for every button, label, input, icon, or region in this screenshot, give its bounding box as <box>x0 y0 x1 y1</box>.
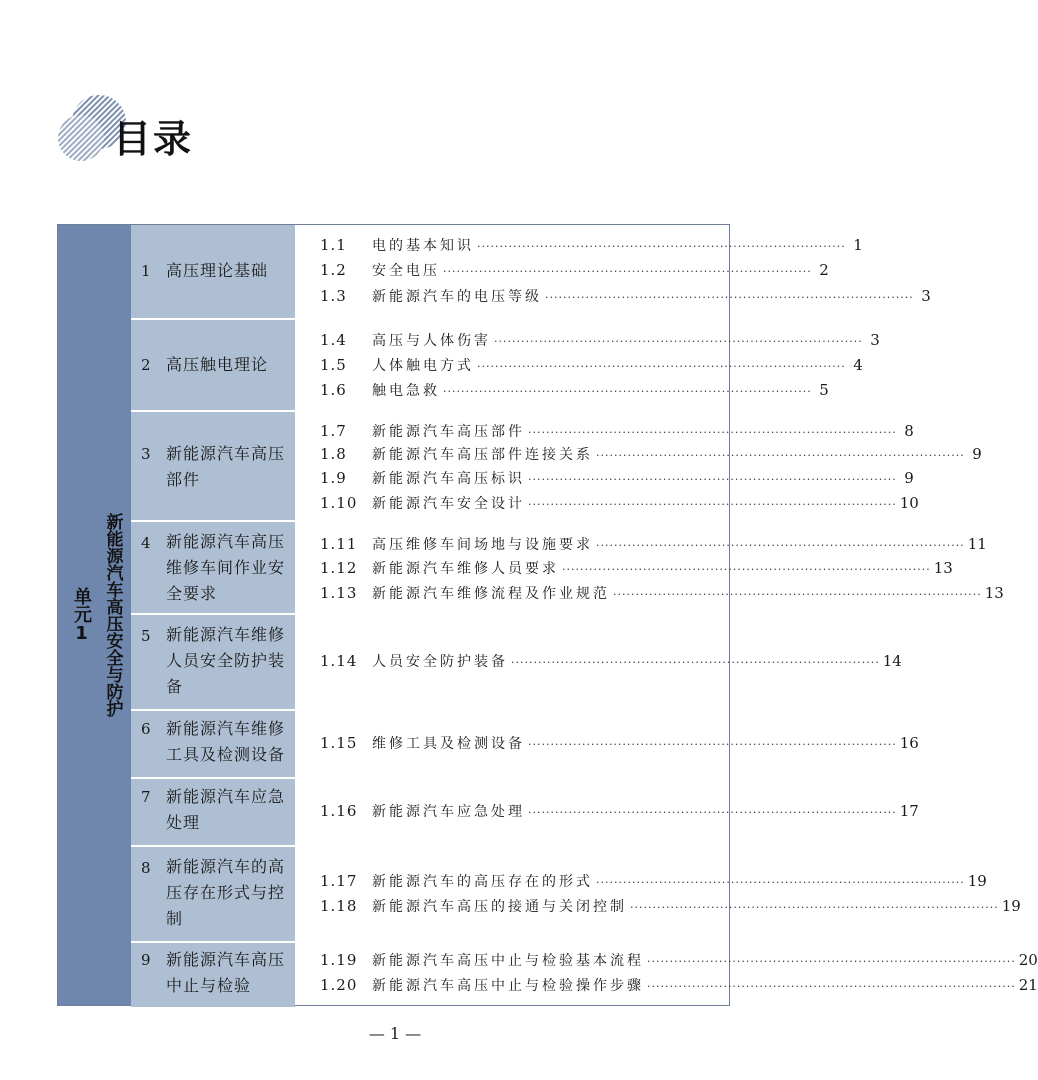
entry-number: 1.13 <box>320 584 358 602</box>
chapter-row[interactable] <box>131 779 295 847</box>
chapter-title: 高压触电理论 <box>166 355 269 374</box>
dot-leader: ·················································································· <box>443 385 812 398</box>
entry-page: 4 <box>853 356 863 374</box>
chapter-number: 7 <box>141 788 151 806</box>
entry-page: 3 <box>921 287 931 305</box>
chapter-row[interactable] <box>131 522 295 615</box>
entry-title: 新能源汽车应急处理 <box>372 804 525 820</box>
entry-number: 1.17 <box>320 872 358 890</box>
chapter-number: 2 <box>141 356 151 374</box>
entry-page: 13 <box>933 559 953 577</box>
dot-leader: ·················································································· <box>477 360 846 373</box>
entry-number: 1.16 <box>320 802 358 820</box>
entry-number: 1.12 <box>320 559 358 577</box>
chapter-title: 新能源汽车的高压存在形式与控制 <box>166 857 286 928</box>
dot-leader: ·················································································· <box>528 426 897 439</box>
toc-entry[interactable] <box>320 733 919 757</box>
chapter-title: 新能源汽车应急处理 <box>166 787 286 832</box>
toc-entry[interactable] <box>320 651 902 675</box>
entry-title: 新能源汽车高压部件 <box>372 424 525 440</box>
entry-page: 8 <box>904 422 914 440</box>
entry-title: 高压维修车间场地与设施要求 <box>372 537 593 553</box>
toc-entry[interactable] <box>320 583 1004 607</box>
entry-page: 17 <box>899 802 919 820</box>
chapter-number: 8 <box>141 859 151 877</box>
entry-number: 1.10 <box>320 494 358 512</box>
entry-page: 2 <box>819 261 829 279</box>
entry-page: 13 <box>984 584 1004 602</box>
entry-number: 1.7 <box>320 422 347 440</box>
entry-page: 20 <box>1018 951 1038 969</box>
dot-leader: ·················································································· <box>596 449 965 462</box>
entry-number: 1.6 <box>320 381 347 399</box>
toc-entry[interactable] <box>320 444 982 468</box>
entry-page: 16 <box>899 734 919 752</box>
dot-leader: ·················································································· <box>528 738 897 751</box>
page-header <box>55 92 455 172</box>
dot-leader: ·················································································· <box>562 563 931 576</box>
toc-entry[interactable] <box>320 330 880 354</box>
dot-leader: ·················································································· <box>545 291 914 304</box>
chapter-number: 4 <box>141 534 151 552</box>
unit-column <box>58 225 131 1005</box>
entry-title: 人员安全防护装备 <box>372 654 508 670</box>
dot-leader: ·················································································· <box>477 240 846 253</box>
entry-page: 1 <box>853 236 863 254</box>
chapter-row[interactable] <box>131 412 295 522</box>
toc-entry[interactable] <box>320 801 919 825</box>
entry-page: 3 <box>870 331 880 349</box>
entry-number: 1.14 <box>320 652 358 670</box>
entry-page: 19 <box>1001 897 1021 915</box>
toc-entry[interactable] <box>320 493 919 517</box>
entry-title: 新能源汽车安全设计 <box>372 496 525 512</box>
entry-title: 新能源汽车的电压等级 <box>372 289 542 305</box>
chapter-row[interactable] <box>131 847 295 943</box>
chapter-number: 3 <box>141 445 151 463</box>
dot-leader: ·················································································· <box>613 588 982 601</box>
chapter-title: 新能源汽车维修人员安全防护装备 <box>166 625 286 696</box>
entry-number: 1.9 <box>320 469 347 487</box>
entry-title: 新能源汽车高压部件连接关系 <box>372 447 593 463</box>
entry-number: 1.18 <box>320 897 358 915</box>
entry-title: 新能源汽车维修流程及作业规范 <box>372 586 610 602</box>
chapter-column <box>131 225 295 1005</box>
entry-page: 9 <box>904 469 914 487</box>
entry-title: 新能源汽车维修人员要求 <box>372 561 559 577</box>
toc-entry[interactable] <box>320 975 1038 999</box>
chapter-row[interactable] <box>131 943 295 1007</box>
toc-entry[interactable] <box>320 896 1021 920</box>
chapter-number: 5 <box>141 627 151 645</box>
entry-page: 19 <box>967 872 987 890</box>
toc-table <box>57 224 1038 1006</box>
dot-leader: ·················································································· <box>528 806 897 819</box>
entry-title: 高压与人体伤害 <box>372 333 491 349</box>
entry-number: 1.19 <box>320 951 358 969</box>
toc-entries <box>295 225 1038 1005</box>
toc-entry[interactable] <box>320 260 829 284</box>
entry-number: 1.1 <box>320 236 347 254</box>
entry-title: 安全电压 <box>372 263 440 279</box>
dot-leader: ·················································································· <box>511 656 880 669</box>
entry-page: 5 <box>819 381 829 399</box>
chapter-number: 1 <box>141 262 151 280</box>
unit-name: 新能源汽车高压安全与防护 <box>102 513 123 717</box>
dot-leader: ·················································································· <box>647 955 1016 968</box>
entry-title: 触电急救 <box>372 383 440 399</box>
dot-leader: ·················································································· <box>528 473 897 486</box>
toc-entry[interactable] <box>320 286 931 310</box>
entry-page: 11 <box>967 535 987 553</box>
entry-number: 1.5 <box>320 356 347 374</box>
toc-entry[interactable] <box>320 421 914 445</box>
chapter-title: 新能源汽车高压部件 <box>166 444 286 489</box>
chapter-row[interactable] <box>131 615 295 711</box>
toc-entry[interactable] <box>320 950 1038 974</box>
chapter-row[interactable] <box>131 320 295 412</box>
toc-entry[interactable] <box>320 534 987 558</box>
entry-page: 14 <box>882 652 902 670</box>
entry-number: 1.3 <box>320 287 347 305</box>
dot-leader: ·················································································· <box>596 539 965 552</box>
toc-entry[interactable] <box>320 871 987 895</box>
entry-title: 新能源汽车高压中止与检验基本流程 <box>372 953 644 969</box>
dot-leader: ·················································································· <box>528 498 897 511</box>
entry-number: 1.11 <box>320 535 358 553</box>
entry-title: 人体触电方式 <box>372 358 474 374</box>
toc-entry[interactable] <box>320 355 863 379</box>
entry-page: 21 <box>1018 976 1038 994</box>
chapter-title: 新能源汽车高压中止与检验 <box>166 950 286 995</box>
entry-number: 1.4 <box>320 331 347 349</box>
entry-title: 电的基本知识 <box>372 238 474 254</box>
chapter-number: 9 <box>141 951 151 969</box>
dot-leader: ·················································································· <box>647 980 1016 993</box>
page-number: — 1 — <box>368 1024 422 1043</box>
entry-title: 新能源汽车高压中止与检验操作步骤 <box>372 978 644 994</box>
entry-number: 1.20 <box>320 976 358 994</box>
chapter-row[interactable] <box>131 711 295 779</box>
chapter-title: 高压理论基础 <box>166 261 269 280</box>
chapter-title: 新能源汽车高压维修车间作业安全要求 <box>166 532 286 603</box>
entry-number: 1.2 <box>320 261 347 279</box>
toc-entry[interactable] <box>320 468 914 492</box>
dot-leader: ·················································································· <box>596 876 965 889</box>
chapter-title: 新能源汽车维修工具及检测设备 <box>166 719 286 764</box>
dot-leader: ·················································································· <box>630 901 999 914</box>
entry-number: 1.8 <box>320 445 347 463</box>
chapter-number: 6 <box>141 720 151 738</box>
dot-leader: ·················································································· <box>443 265 812 278</box>
entry-title: 新能源汽车高压的接通与关闭控制 <box>372 899 627 915</box>
page-title: 目录 <box>113 117 194 161</box>
entry-title: 新能源汽车的高压存在的形式 <box>372 874 593 890</box>
entry-title: 维修工具及检测设备 <box>372 736 525 752</box>
entry-page: 10 <box>899 494 919 512</box>
toc-entry[interactable] <box>320 380 829 404</box>
entry-page: 9 <box>972 445 982 463</box>
toc-entry[interactable] <box>320 558 953 582</box>
entry-title: 新能源汽车高压标识 <box>372 471 525 487</box>
entry-number: 1.15 <box>320 734 358 752</box>
toc-entry[interactable] <box>320 235 863 259</box>
dot-leader: ·················································································· <box>494 335 863 348</box>
unit-label: 单元1 <box>71 586 92 644</box>
chapter-row[interactable] <box>131 225 295 320</box>
